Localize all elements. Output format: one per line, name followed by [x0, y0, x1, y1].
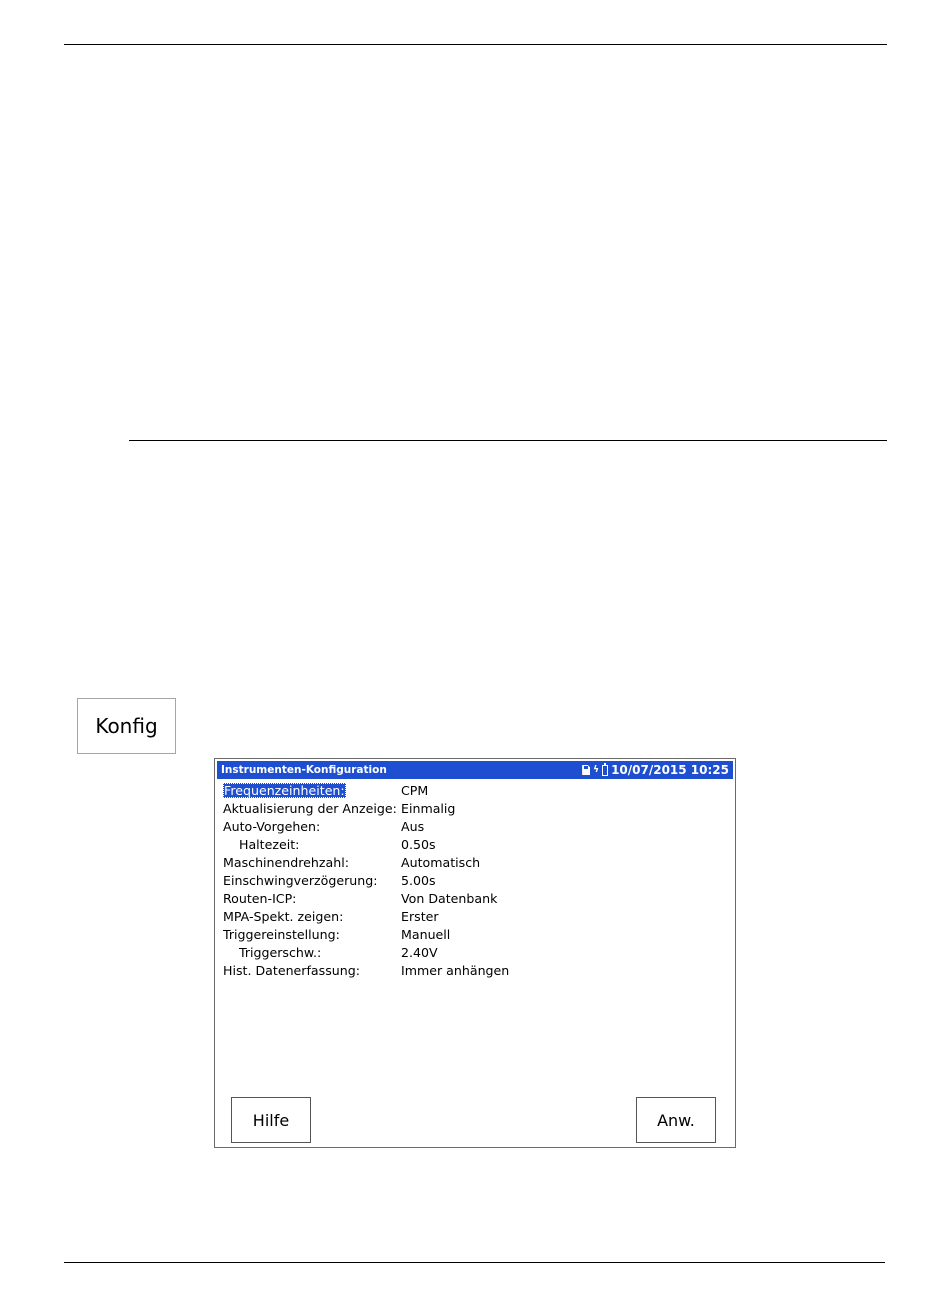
setting-value: Immer anhängen [401, 962, 510, 978]
setting-label: Triggerschw.: [239, 944, 322, 960]
setting-value: 0.50s [401, 836, 436, 852]
setting-row-triggerschwelle[interactable] [223, 943, 727, 961]
setting-label: Einschwingverzögerung: [223, 872, 378, 888]
window-title: Instrumenten-Konfiguration [221, 764, 387, 776]
setting-row-aktualisierung[interactable] [223, 799, 727, 817]
konfig-button[interactable]: Konfig [77, 698, 176, 754]
setting-value: Einmalig [401, 800, 456, 816]
settings-list [223, 781, 727, 979]
setting-label: Triggereinstellung: [223, 926, 340, 942]
setting-label: Haltezeit: [239, 836, 300, 852]
title-bar [217, 761, 733, 779]
sd-card-icon [582, 765, 590, 775]
setting-value: Von Datenbank [401, 890, 498, 906]
selected-setting-label: Frequenzeinheiten: [224, 782, 345, 798]
setting-row-einschwingverzoegerung[interactable] [223, 871, 727, 889]
setting-value: Manuell [401, 926, 451, 942]
battery-icon [602, 765, 608, 776]
setting-row-maschinendrehzahl[interactable] [223, 853, 727, 871]
help-button[interactable]: Hilfe [231, 1097, 311, 1143]
datetime: 10/07/2015 10:25 [611, 763, 729, 777]
setting-label: MPA-Spekt. zeigen: [223, 908, 344, 924]
setting-row-mpa-spekt[interactable] [223, 907, 727, 925]
setting-label [223, 783, 401, 798]
setting-value: CPM [401, 782, 429, 798]
setting-row-frequenzeinheiten[interactable] [223, 781, 727, 799]
setting-value: 2.40V [401, 944, 438, 960]
setting-label: Aktualisierung der Anzeige: [223, 800, 397, 816]
setting-value: 5.00s [401, 872, 436, 888]
charging-icon: ϟ [593, 764, 600, 775]
setting-value: Erster [401, 908, 439, 924]
setting-label: Hist. Datenerfassung: [223, 962, 360, 978]
setting-row-routen-icp[interactable] [223, 889, 727, 907]
setting-row-auto-vorgehen[interactable] [223, 817, 727, 835]
setting-row-hist-datenerfassung[interactable] [223, 961, 727, 979]
instrument-config-window [214, 758, 736, 1148]
setting-value: Aus [401, 818, 425, 834]
section-divider [129, 440, 887, 441]
apply-button[interactable]: Anw. [636, 1097, 716, 1143]
header-divider [64, 44, 887, 45]
setting-row-haltezeit[interactable] [223, 835, 727, 853]
status-area [582, 763, 729, 777]
setting-label: Maschinendrehzahl: [223, 854, 349, 870]
setting-label: Auto-Vorgehen: [223, 818, 321, 834]
footer-divider [64, 1262, 885, 1263]
setting-row-triggereinstellung[interactable] [223, 925, 727, 943]
setting-label: Routen-ICP: [223, 890, 297, 906]
setting-value: Automatisch [401, 854, 481, 870]
